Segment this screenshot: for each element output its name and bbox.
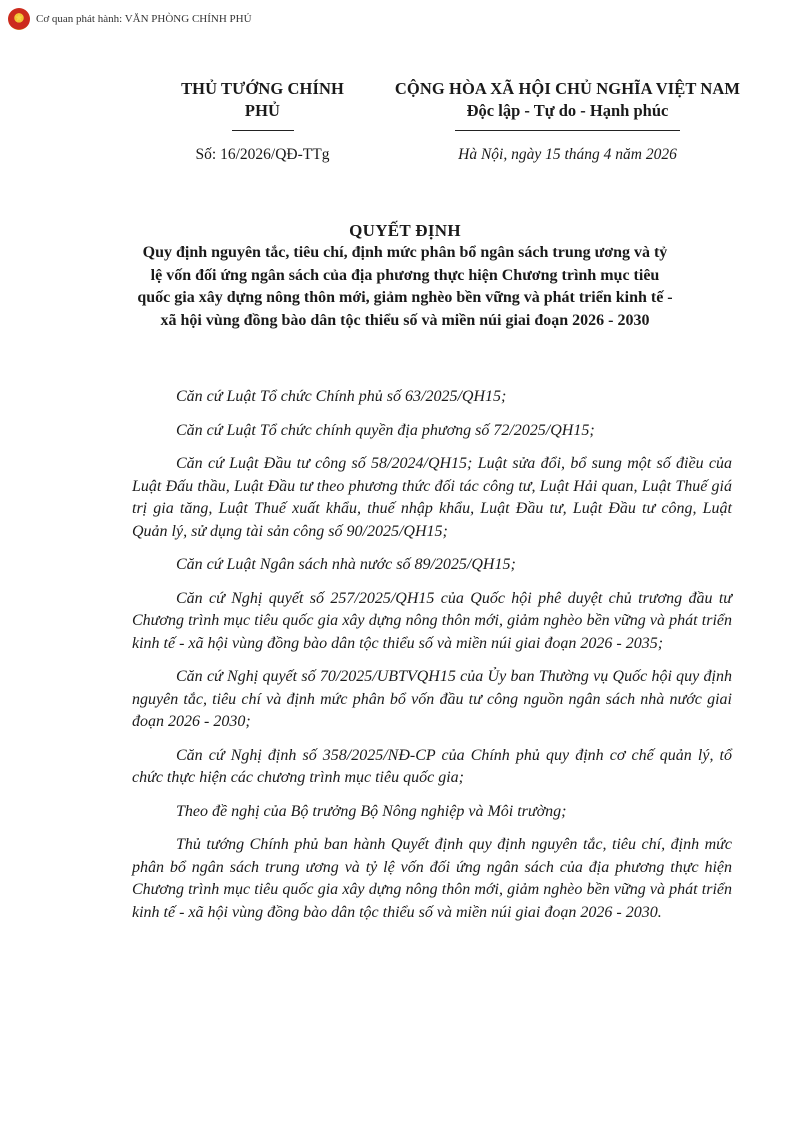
preamble-paragraph: Căn cứ Nghị quyết số 257/2025/QH15 của Quốc hội phê duyệt chủ trương đầu tư Chương trình mục tiêu quốc gia xây dựng nông thôn mới, giảm nghèo bền vững và phát triển kinh tế - xã hội vùng đồng bào dân tộc thiểu số và miền núi giai đoạn 2026 - 2035; [132,589,732,652]
issuer-underline [232,130,294,131]
preamble-paragraph: Căn cứ Luật Tổ chức chính quyền địa phương số 72/2025/QH15; [176,421,595,439]
preamble-paragraph: Căn cứ Luật Ngân sách nhà nước số 89/2025/QH15; [176,556,516,573]
document-number: Số: 16/2026/QĐ-TTg [195,146,330,163]
preamble-paragraph: Căn cứ Luật Đầu tư công số 58/2024/QH15; Luật sửa đổi, bổ sung một số điều của Luật Đấu thầu, Luật Đầu tư theo phương thức đối tác công tư, Luật Hải quan, Luật Thuế giá trị gia tăng, Luật Thuế xuất khẩu, thuế nhập khẩu, Luật Đầu tư, Luật Đầu tư công, Luật Quản lý, sử dụng tài sản công số 90/2025/QH15; [132,455,732,540]
document-type: QUYẾT ĐỊNH [349,221,461,240]
national-motto: Độc lập - Tự do - Hạnh phúc [466,101,669,120]
preamble-paragraph: Thủ tướng Chính phủ ban hành Quyết định quy định nguyên tắc, tiêu chí, định mức phân bổ ngân sách trung ương và tỷ lệ vốn đối ứng ngân sách của địa phương thực hiện Chương trình mục tiêu quốc gia xây dựng nông thôn mới, giảm nghèo bền vững và phát triển kinh tế - xã hội vùng đồng bào dân tộc thiểu số và miền núi giai đoạn 2026 - 2030. [132,836,732,921]
preamble [132,386,732,935]
issuer-text: Cơ quan phát hành: VĂN PHÒNG CHÍNH PHỦ [36,13,252,25]
national-title: CỘNG HÒA XÃ HỘI CHỦ NGHĨA VIỆT NAM [394,79,741,98]
preamble-paragraph: Căn cứ Luật Tổ chức Chính phủ số 63/2025/QH15; [176,388,507,405]
preamble-paragraph: Căn cứ Nghị quyết số 70/2025/UBTVQH15 của Ủy ban Thường vụ Quốc hội quy định nguyên tắc, tiêu chí và định mức phân bổ vốn đầu tư công nguồn ngân sách nhà nước giai đoạn 2026 - 2030; [132,668,732,730]
national-title-block [375,78,760,131]
issuer-bar [8,8,252,30]
document-subject: Quy định nguyên tắc, tiêu chí, định mức phân bổ ngân sách trung ương và tỷ lệ vốn đối ứng ngân sách của địa phương thực hiện Chương trình mục tiêu quốc gia xây dựng nông thôn mới, giảm nghèo bền vững và phát triển kinh tế - xã hội vùng đồng bào dân tộc thiểu số và miền núi giai đoạn 2026 - 2030 [137,244,673,329]
title-block [135,220,675,332]
motto-underline [455,130,680,131]
national-emblem-icon: ★ [8,8,30,30]
date-line: Hà Nội, ngày 15 tháng 4 năm 2026 [458,146,677,163]
preamble-paragraph: Căn cứ Nghị định số 358/2025/NĐ-CP của Chính phủ quy định cơ chế quản lý, tổ chức thực hiện các chương trình mục tiêu quốc gia; [132,746,732,786]
issuer-block [165,78,360,131]
preamble-paragraph: Theo đề nghị của Bộ trưởng Bộ Nông nghiệp và Môi trường; [176,802,567,820]
issuing-authority: THỦ TƯỚNG CHÍNH PHỦ [181,79,344,120]
